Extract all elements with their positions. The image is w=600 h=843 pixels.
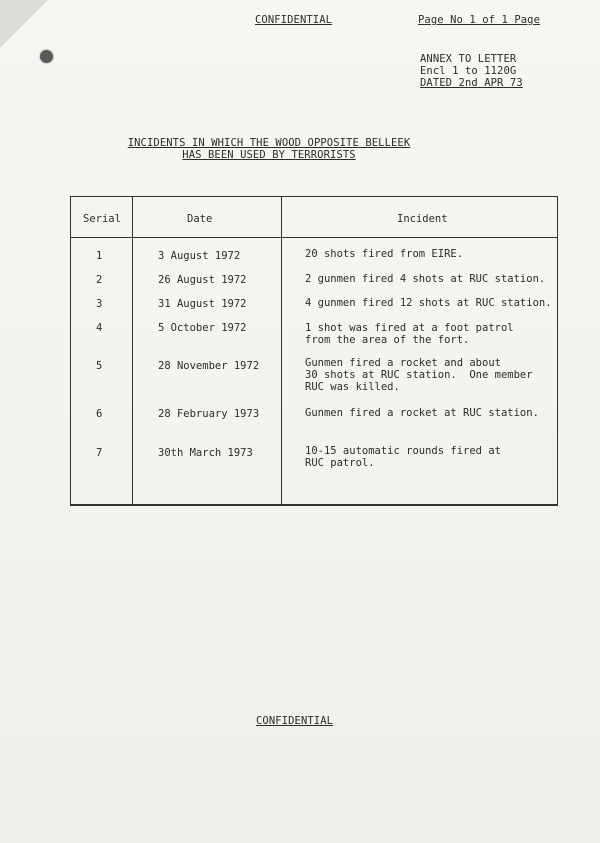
row-serial: 1 <box>96 250 103 262</box>
row-date: 28 November 1972 <box>158 360 260 372</box>
row-date: 30th March 1973 <box>158 447 253 459</box>
title-line-2: HAS BEEN USED BY TERRORISTS <box>182 149 356 161</box>
incidents-table <box>70 196 558 506</box>
row-date: 28 February 1973 <box>158 408 260 420</box>
row-incident: 1 shot was fired at a foot patrol from the area of the fort. <box>305 322 514 346</box>
document-title <box>0 137 538 161</box>
classification-footer: CONFIDENTIAL <box>256 715 334 727</box>
annex-line-3: DATED 2nd APR 73 <box>420 77 523 89</box>
row-incident: 20 shots fired from EIRE. <box>305 248 464 260</box>
punch-hole <box>40 50 53 63</box>
row-incident: Gunmen fired a rocket at RUC station. <box>305 407 539 419</box>
row-serial: 3 <box>96 298 103 310</box>
page-number: Page No 1 of 1 Page <box>418 14 541 26</box>
column-header-date: Date <box>187 213 213 225</box>
row-incident: 4 gunmen fired 12 shots at RUC station. <box>305 297 552 309</box>
classification-header: CONFIDENTIAL <box>255 14 333 26</box>
row-date: 3 August 1972 <box>158 250 241 262</box>
row-date: 31 August 1972 <box>158 298 247 310</box>
annex-reference <box>420 53 523 89</box>
title-line-1: INCIDENTS IN WHICH THE WOOD OPPOSITE BELLEEK <box>127 137 411 149</box>
row-date: 26 August 1972 <box>158 274 247 286</box>
row-serial: 2 <box>96 274 103 286</box>
column-divider <box>132 197 133 504</box>
annex-line-1: ANNEX TO LETTER <box>420 53 517 65</box>
header-divider <box>71 237 557 238</box>
column-header-incident: Incident <box>397 213 448 225</box>
row-incident: 2 gunmen fired 4 shots at RUC station. <box>305 273 546 285</box>
row-incident: 10-15 automatic rounds fired at RUC patrol. <box>305 445 501 469</box>
row-serial: 7 <box>96 447 103 459</box>
column-divider <box>281 197 282 504</box>
row-serial: 4 <box>96 322 103 334</box>
row-incident: Gunmen fired a rocket and about 30 shots at RUC station. One member RUC was killed. <box>305 357 533 393</box>
row-serial: 6 <box>96 408 103 420</box>
row-serial: 5 <box>96 360 103 372</box>
page-corner-fold <box>0 0 48 48</box>
column-header-serial: Serial <box>83 213 121 225</box>
annex-line-2: Encl 1 to 1120G <box>420 65 517 77</box>
row-date: 5 October 1972 <box>158 322 247 334</box>
